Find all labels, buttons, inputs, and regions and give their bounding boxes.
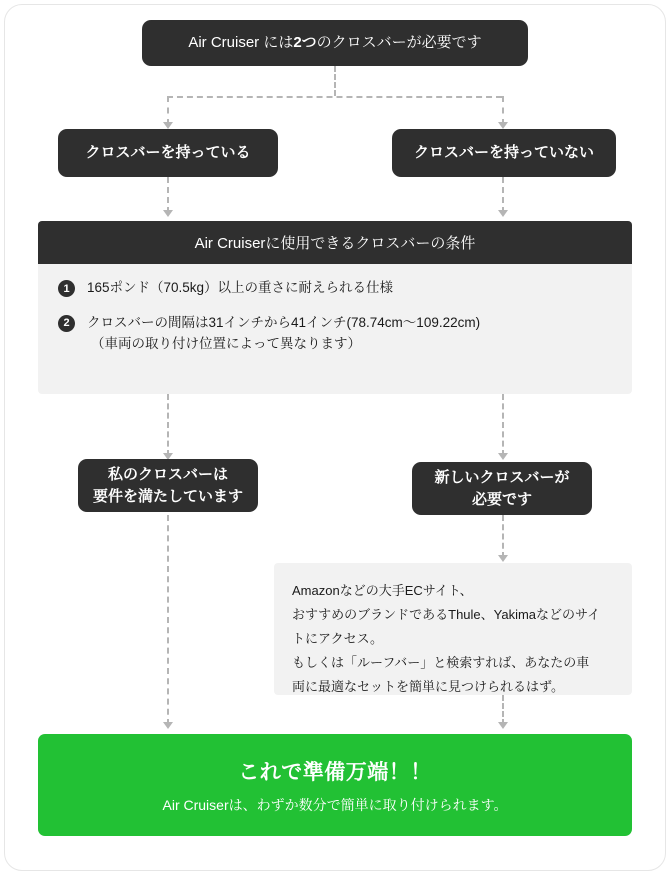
final-banner <box>38 734 632 836</box>
condition-text-main: 165ポンド（70.5kg）以上の重さに耐えられる仕様 <box>87 280 394 295</box>
arrow-info-to-banner <box>498 722 508 729</box>
arrow-to-branch-left <box>163 122 173 129</box>
banner-subtitle: Air Cruiserは、わずか数分で簡単に取り付けられます。 <box>162 796 508 813</box>
advice-line-3: トにアクセス。 <box>292 631 384 647</box>
connector-split-left-down <box>167 96 169 125</box>
connector-panel-to-result-right <box>502 394 504 456</box>
condition-item <box>58 278 612 299</box>
connector-title-down <box>334 66 336 96</box>
result-right-line1: 新しいクロスバーが <box>434 468 570 486</box>
arrow-result-right-to-info <box>498 555 508 562</box>
node-has-crossbars <box>58 129 278 177</box>
node-need-new-crossbars <box>412 462 592 515</box>
node-title-text: Air Cruiser には2つのクロスバーが必要です <box>188 34 482 52</box>
result-right-line2: 必要です <box>471 490 532 508</box>
condition-number-badge: 1 <box>58 280 75 297</box>
connector-left-to-panel <box>167 177 169 213</box>
conditions-panel-body <box>38 264 632 373</box>
connector-split-horizontal <box>167 96 502 98</box>
advice-line-2: おすすめのブランドであるThule、Yakimaなどのサイ <box>292 607 601 623</box>
node-has-crossbars-label: クロスバーを持っている <box>85 144 251 162</box>
conditions-panel <box>38 221 632 394</box>
connector-info-to-banner <box>502 695 504 725</box>
node-title-crossbars-required <box>142 20 528 66</box>
arrow-to-branch-right <box>498 122 508 129</box>
connector-result-right-to-info <box>502 515 504 558</box>
condition-text <box>87 278 393 299</box>
connector-panel-to-result-left <box>167 394 169 456</box>
result-left-line2: 要件を満たしています <box>92 487 243 505</box>
arrow-right-to-panel <box>498 210 508 217</box>
result-left-line1: 私のクロスバーは <box>107 465 228 483</box>
advice-line-5: 両に最適なセットを簡単に見つけられるはず。 <box>292 679 564 695</box>
condition-text-sub: （車両の取り付け位置によって異なります） <box>91 335 361 351</box>
node-no-crossbars <box>392 129 616 177</box>
connector-right-to-panel <box>502 177 504 213</box>
arrow-left-to-panel <box>163 210 173 217</box>
condition-text <box>87 313 480 355</box>
condition-number-badge: 2 <box>58 315 75 332</box>
node-no-crossbars-label: クロスバーを持っていない <box>413 144 594 162</box>
condition-text-main: クロスバーの間隔は31インチから41インチ(78.74cm〜109.22cm) <box>87 314 481 330</box>
connector-result-left-to-banner <box>167 515 169 725</box>
banner-title: これで準備万端！！ <box>238 760 432 784</box>
purchase-advice-box <box>274 563 632 695</box>
advice-line-1: Amazonなどの大手ECサイト、 <box>292 583 473 598</box>
advice-line-4: もしくは「ルーフバー」と検索すれば、あなたの車 <box>292 655 590 671</box>
conditions-panel-heading: Air Cruiserに使用できるクロスバーの条件 <box>38 221 632 264</box>
node-crossbars-meet-requirements <box>78 459 258 512</box>
condition-item <box>58 313 612 355</box>
arrow-left-to-banner <box>163 722 173 729</box>
connector-split-right-down <box>502 96 504 125</box>
arrow-panel-to-result-right <box>498 453 508 460</box>
